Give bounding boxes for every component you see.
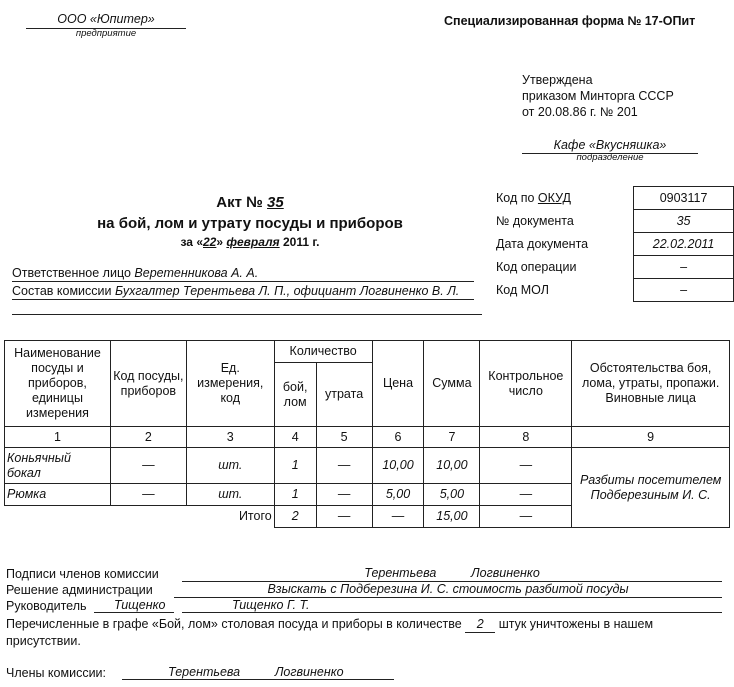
header-price: Цена: [372, 341, 424, 427]
destroyed-text-1: Перечисленные в графе «Бой, лом» столовая посуда и приборы в количестве: [6, 617, 462, 631]
column-number: 7: [424, 427, 480, 448]
approval-line-1: Утверждена: [522, 73, 593, 87]
responsible-person-label: Ответственное лицо: [12, 266, 131, 280]
column-number: 6: [372, 427, 424, 448]
item-break: 1: [274, 448, 316, 484]
code-value: –: [634, 279, 734, 302]
header-loss: утрата: [316, 363, 372, 427]
header-unit: Ед. измерения, код: [186, 341, 274, 427]
total-price: —: [372, 506, 424, 528]
column-numbers-row: [5, 427, 730, 448]
item-control: —: [480, 484, 572, 506]
act-title: [60, 194, 440, 211]
code-row: [492, 187, 734, 210]
total-label: Итого: [5, 506, 275, 528]
item-price: 10,00: [372, 448, 424, 484]
column-number: 3: [186, 427, 274, 448]
department-name: Кафе «Вкусняшка»: [522, 138, 698, 154]
header-circumstances: Обстоятельства боя, лома, утраты, пропажи. Виновные лица: [572, 341, 730, 427]
total-sum: 15,00: [424, 506, 480, 528]
circumstances-value: Разбиты посетителем Подберезиным И. С.: [572, 448, 730, 528]
total-break: 2: [274, 506, 316, 528]
destroyed-statement: [6, 616, 730, 649]
column-number: 9: [572, 427, 730, 448]
decision-label: Решение администрации: [6, 583, 153, 597]
code-label: Код операции: [496, 260, 577, 274]
approval-line-2: приказом Минторга СССР: [522, 89, 674, 103]
item-loss: —: [316, 448, 372, 484]
item-break: 1: [274, 484, 316, 506]
commission-line: [12, 284, 474, 300]
responsible-person-value: Веретенникова А. А.: [134, 266, 259, 280]
head-signature: Тищенко: [94, 598, 174, 613]
header-sum: Сумма: [424, 341, 480, 427]
item-sum: 5,00: [424, 484, 480, 506]
commission-value: Бухгалтер Терентьева Л. П., официант Логвиненко В. Л.: [114, 284, 460, 298]
act-date-day: 22: [203, 235, 217, 249]
item-unit: шт.: [186, 484, 274, 506]
decision-value: Взыскать с Подберезина И. С. стоимость разбитой посуды: [174, 582, 722, 598]
header-break: бой, лом: [274, 363, 316, 427]
code-row: [492, 256, 734, 279]
header-quantity: Количество: [274, 341, 372, 363]
item-price: 5,00: [372, 484, 424, 506]
code-value: 22.02.2011: [634, 233, 734, 256]
item-loss: —: [316, 484, 372, 506]
item-sum: 10,00: [424, 448, 480, 484]
members-label: Члены комиссии:: [6, 666, 107, 680]
code-label: Код по ОКУД: [496, 191, 571, 205]
destroyed-quantity: 2: [465, 616, 495, 633]
table-row: [5, 448, 730, 484]
codes-table: [492, 186, 734, 302]
head-label: Руководитель: [6, 599, 87, 613]
code-value: 0903117: [634, 187, 734, 210]
header-code: Код посуды, приборов: [110, 341, 186, 427]
code-row: [492, 279, 734, 302]
responsible-person-line: [12, 266, 474, 282]
act-date-prefix: за «: [180, 235, 203, 249]
item-control: —: [480, 448, 572, 484]
members-value: Терентьева Логвиненко: [122, 665, 394, 680]
code-value: –: [634, 256, 734, 279]
column-number: 5: [316, 427, 372, 448]
act-date-month: февраля: [226, 235, 280, 249]
column-number: 4: [274, 427, 316, 448]
form-title: Специализированная форма № 17-ОПит: [444, 14, 696, 28]
signatures-value: Терентьева Логвиненко: [182, 566, 722, 582]
items-table: [4, 340, 730, 528]
approval-line-3: от 20.08.86 г. № 201: [522, 105, 638, 119]
code-label: Код МОЛ: [496, 283, 549, 297]
department-caption: подразделение: [576, 152, 644, 163]
column-number: 1: [5, 427, 111, 448]
act-date-mid: »: [216, 235, 224, 249]
header-name: Наименование посуды и приборов, единицы измерения: [5, 341, 111, 427]
code-row: [492, 210, 734, 233]
act-date-suffix: г.: [312, 235, 320, 249]
header-control: Контрольное число: [480, 341, 572, 427]
code-label: № документа: [496, 214, 574, 228]
signatures-label: Подписи членов комиссии: [6, 567, 159, 581]
organization-caption: предприятие: [75, 28, 137, 39]
item-name: Рюмка: [5, 484, 111, 506]
destroyed-text-3: присутствии.: [6, 634, 81, 648]
item-name: Коньячный бокал: [5, 448, 111, 484]
item-code: —: [110, 448, 186, 484]
item-code: —: [110, 484, 186, 506]
approval-block: [522, 72, 674, 120]
head-name: Тищенко Г. Т.: [182, 598, 722, 613]
column-number: 8: [480, 427, 572, 448]
act-number: 35: [267, 194, 284, 211]
act-subtitle: на бой, лом и утрату посуды и приборов: [97, 215, 403, 232]
code-row: [492, 233, 734, 256]
blank-line: [12, 314, 482, 315]
commission-label: Состав комиссии: [12, 284, 112, 298]
code-value: 35: [634, 210, 734, 233]
total-control: —: [480, 506, 572, 528]
act-title-prefix: Акт №: [216, 194, 263, 211]
code-label: Дата документа: [496, 237, 589, 251]
act-date-year: 2011: [282, 235, 310, 249]
destroyed-text-2: штук уничтожены в нашем: [498, 617, 654, 631]
organization-name: ООО «Юпитер»: [26, 12, 186, 29]
item-unit: шт.: [186, 448, 274, 484]
total-loss: —: [316, 506, 372, 528]
act-date: [60, 235, 440, 249]
column-number: 2: [110, 427, 186, 448]
